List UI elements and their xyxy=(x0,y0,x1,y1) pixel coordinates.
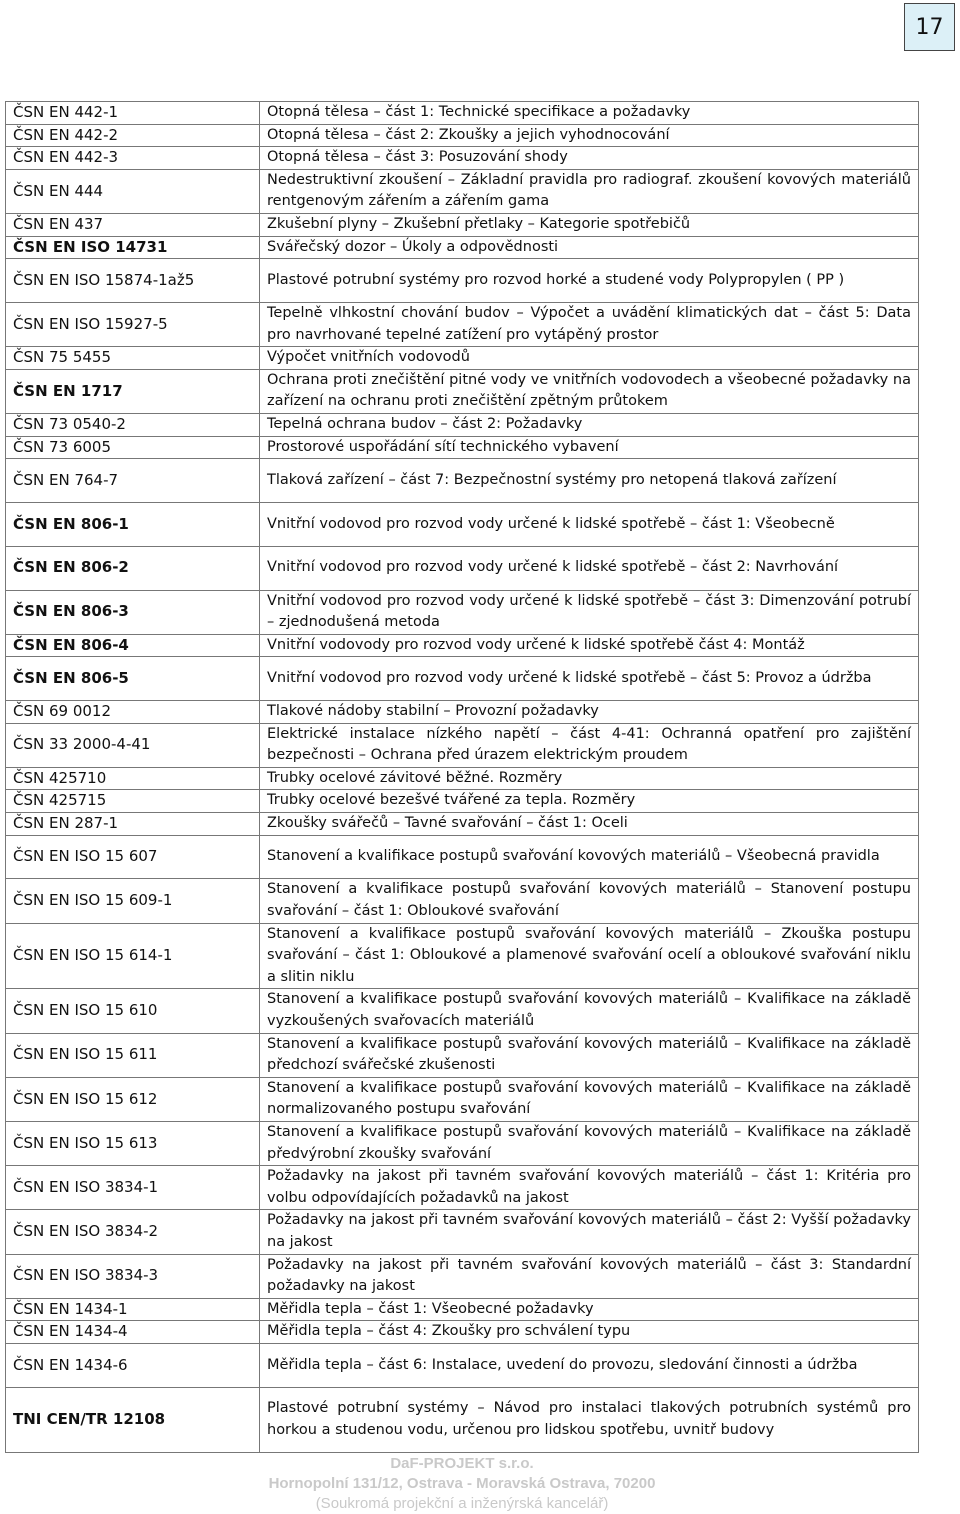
table-row xyxy=(6,923,919,989)
standard-description: Otopná tělesa – část 2: Zkoušky a jejich vyhodnocování xyxy=(260,124,919,147)
standard-description: Nedestruktivní zkoušení – Základní pravidla pro radiograf. zkoušení kovových materiálů rentgenovým zářením a zářením gama xyxy=(260,169,919,213)
table-row xyxy=(6,1121,919,1165)
table-row xyxy=(6,546,919,590)
standard-description: Zkušební plyny – Zkušební přetlaky – Kategorie spotřebičů xyxy=(260,213,919,236)
standard-description: Trubky ocelové bezešvé tvářené za tepla. Rozměry xyxy=(260,790,919,813)
table-row xyxy=(6,1254,919,1298)
standard-description: Otopná tělesa – část 1: Technické specifikace a požadavky xyxy=(260,102,919,125)
table-row xyxy=(6,236,919,259)
table-row xyxy=(6,657,919,701)
footer xyxy=(0,1454,924,1514)
footer-address: Hornopolní 131/12, Ostrava - Moravská Ostrava, 70200 xyxy=(268,1475,656,1492)
table-row xyxy=(6,1298,919,1321)
standard-description: Měřidla tepla – část 1: Všeobecné požadavky xyxy=(260,1298,919,1321)
standard-code: ČSN EN 806-3 xyxy=(6,590,260,634)
table-row xyxy=(6,1210,919,1254)
table-row xyxy=(6,634,919,657)
standard-description: Měřidla tepla – část 4: Zkoušky pro schválení typu xyxy=(260,1321,919,1344)
standard-description: Vnitřní vodovod pro rozvod vody určené k lidské spotřebě – část 3: Dimenzování potrubí – zjednodušená metoda xyxy=(260,590,919,634)
footer-company: DaF-PROJEKT s.r.o. xyxy=(390,1455,534,1472)
table-row xyxy=(6,436,919,459)
standard-code: ČSN EN 442-3 xyxy=(6,147,260,170)
standard-description: Vnitřní vodovod pro rozvod vody určené k lidské spotřebě – část 2: Navrhování xyxy=(260,546,919,590)
standard-code: ČSN EN ISO 3834-2 xyxy=(6,1210,260,1254)
standard-description: Ochrana proti znečištění pitné vody ve vnitřních vodovodech a všeobecné požadavky na zařízení na ochranu proti znečištění zpětným průtokem xyxy=(260,369,919,413)
standard-code: ČSN EN 1717 xyxy=(6,369,260,413)
table-row xyxy=(6,1321,919,1344)
standard-code: ČSN 33 2000-4-41 xyxy=(6,723,260,767)
standard-code: ČSN EN 442-1 xyxy=(6,102,260,125)
table-row xyxy=(6,102,919,125)
table-row xyxy=(6,590,919,634)
standard-code: ČSN EN ISO 3834-1 xyxy=(6,1166,260,1210)
standard-description: Vnitřní vodovody pro rozvod vody určené k lidské spotřebě část 4: Montáž xyxy=(260,634,919,657)
standard-code: ČSN EN ISO 3834-3 xyxy=(6,1254,260,1298)
standard-code: ČSN EN 442-2 xyxy=(6,124,260,147)
table-row xyxy=(6,502,919,546)
standard-code: ČSN EN ISO 15927-5 xyxy=(6,302,260,346)
standard-code: ČSN EN ISO 15 612 xyxy=(6,1077,260,1121)
table-row xyxy=(6,259,919,303)
standard-code: ČSN EN ISO 15 609-1 xyxy=(6,879,260,923)
table-row xyxy=(6,213,919,236)
standard-code: ČSN EN ISO 15 614-1 xyxy=(6,923,260,989)
standard-code: TNI CEN/TR 12108 xyxy=(6,1387,260,1452)
standard-description: Tlaková zařízení – část 7: Bezpečnostní systémy pro netopená tlaková zařízení xyxy=(260,459,919,503)
standard-description: Požadavky na jakost při tavném svařování kovových materiálů – část 2: Vyšší požadavky na jakost xyxy=(260,1210,919,1254)
standard-code: ČSN EN ISO 14731 xyxy=(6,236,260,259)
table-row xyxy=(6,169,919,213)
standard-description: Stanovení a kvalifikace postupů svařování kovových materiálů – Kvalifikace na základě vyzkoušených svařovacích materiálů xyxy=(260,989,919,1033)
standard-description: Stanovení a kvalifikace postupů svařování kovových materiálů – Kvalifikace na základě předchozí svářečské zkušenosti xyxy=(260,1033,919,1077)
table-row xyxy=(6,302,919,346)
standard-code: ČSN 75 5455 xyxy=(6,347,260,370)
standard-code: ČSN EN 806-5 xyxy=(6,657,260,701)
standard-description: Stanovení a kvalifikace postupů svařování kovových materiálů – Stanovení postupu svařování – část 1: Obloukové svařování xyxy=(260,879,919,923)
table-row xyxy=(6,459,919,503)
table-row xyxy=(6,1387,919,1452)
table-row xyxy=(6,347,919,370)
standard-code: ČSN 73 6005 xyxy=(6,436,260,459)
standard-description: Trubky ocelové závitové běžné. Rozměry xyxy=(260,767,919,790)
standard-code: ČSN 73 0540-2 xyxy=(6,413,260,436)
page-number: 17 xyxy=(904,3,955,51)
standard-code: ČSN EN ISO 15 611 xyxy=(6,1033,260,1077)
standard-code: ČSN EN 1434-6 xyxy=(6,1343,260,1387)
standard-code: ČSN EN 806-4 xyxy=(6,634,260,657)
standard-description: Plastové potrubní systémy pro rozvod horké a studené vody Polypropylen ( PP ) xyxy=(260,259,919,303)
standard-code: ČSN EN ISO 15 610 xyxy=(6,989,260,1033)
table-row xyxy=(6,701,919,724)
standard-code: ČSN 425715 xyxy=(6,790,260,813)
standard-description: Požadavky na jakost při tavném svařování kovových materiálů – část 1: Kritéria pro volbu odpovídajících požadavků na jakost xyxy=(260,1166,919,1210)
standard-description: Tlakové nádoby stabilní – Provozní požadavky xyxy=(260,701,919,724)
standard-description: Stanovení a kvalifikace postupů svařování kovových materiálů – Zkouška postupu svařování – část 1: Obloukové a plamenové svařování ocelí a obloukové svařování niklu a slitin niklu xyxy=(260,923,919,989)
standard-code: ČSN EN 806-1 xyxy=(6,502,260,546)
standard-description: Tepelná ochrana budov – část 2: Požadavky xyxy=(260,413,919,436)
standards-table-body xyxy=(6,102,919,1453)
standard-code: ČSN EN ISO 15 607 xyxy=(6,835,260,879)
standard-description: Výpočet vnitřních vodovodů xyxy=(260,347,919,370)
standard-description: Tepelně vlhkostní chování budov – Výpočet a uvádění klimatických dat – část 5: Data pro navrhované tepelné zatížení pro vytápěný prostor xyxy=(260,302,919,346)
table-row xyxy=(6,767,919,790)
standard-description: Zkoušky svářečů – Tavné svařování – část 1: Oceli xyxy=(260,813,919,836)
standard-description: Plastové potrubní systémy – Návod pro instalaci tlakových potrubních systémů pro horkou a studenou vodu, určenou pro lidskou spotřebu, uvnitř budovy xyxy=(260,1387,919,1452)
table-row xyxy=(6,1166,919,1210)
standard-description: Svářečský dozor – Úkoly a odpovědnosti xyxy=(260,236,919,259)
table-row xyxy=(6,723,919,767)
table-row xyxy=(6,1033,919,1077)
table-row xyxy=(6,813,919,836)
standard-code: ČSN EN 287-1 xyxy=(6,813,260,836)
standard-description: Požadavky na jakost při tavném svařování kovových materiálů – část 3: Standardní požadavky na jakost xyxy=(260,1254,919,1298)
standard-description: Stanovení a kvalifikace postupů svařování kovových materiálů – Kvalifikace na základě předvýrobní zkoušky svařování xyxy=(260,1121,919,1165)
table-row xyxy=(6,147,919,170)
standards-table xyxy=(5,101,919,1453)
footer-note: (Soukromá projekční a inženýrská kancelář) xyxy=(315,1495,609,1512)
standard-code: ČSN EN 806-2 xyxy=(6,546,260,590)
standard-code: ČSN EN 1434-4 xyxy=(6,1321,260,1344)
standard-description: Stanovení a kvalifikace postupů svařování kovových materiálů – Všeobecná pravidla xyxy=(260,835,919,879)
standard-description: Stanovení a kvalifikace postupů svařování kovových materiálů – Kvalifikace na základě normalizovaného postupu svařování xyxy=(260,1077,919,1121)
standard-code: ČSN EN 437 xyxy=(6,213,260,236)
standard-description: Vnitřní vodovod pro rozvod vody určené k lidské spotřebě – část 5: Provoz a údržba xyxy=(260,657,919,701)
standard-code: ČSN 69 0012 xyxy=(6,701,260,724)
table-row xyxy=(6,124,919,147)
standard-description: Měřidla tepla – část 6: Instalace, uvedení do provozu, sledování činnosti a údržba xyxy=(260,1343,919,1387)
table-row xyxy=(6,1077,919,1121)
standard-description: Otopná tělesa – část 3: Posuzování shody xyxy=(260,147,919,170)
table-row xyxy=(6,835,919,879)
standard-code: ČSN EN 764-7 xyxy=(6,459,260,503)
standard-code: ČSN EN ISO 15 613 xyxy=(6,1121,260,1165)
table-row xyxy=(6,790,919,813)
standard-description: Vnitřní vodovod pro rozvod vody určené k lidské spotřebě – část 1: Všeobecně xyxy=(260,502,919,546)
standard-code: ČSN EN 444 xyxy=(6,169,260,213)
standard-code: ČSN EN 1434-1 xyxy=(6,1298,260,1321)
standard-code: ČSN EN ISO 15874-1až5 xyxy=(6,259,260,303)
table-row xyxy=(6,369,919,413)
standard-code: ČSN 425710 xyxy=(6,767,260,790)
table-row xyxy=(6,413,919,436)
table-row xyxy=(6,989,919,1033)
table-row xyxy=(6,879,919,923)
table-row xyxy=(6,1343,919,1387)
standard-description: Elektrické instalace nízkého napětí – část 4-41: Ochranná opatření pro zajištění bezpečnosti – Ochrana před úrazem elektrickým proudem xyxy=(260,723,919,767)
standard-description: Prostorové uspořádání sítí technického vybavení xyxy=(260,436,919,459)
